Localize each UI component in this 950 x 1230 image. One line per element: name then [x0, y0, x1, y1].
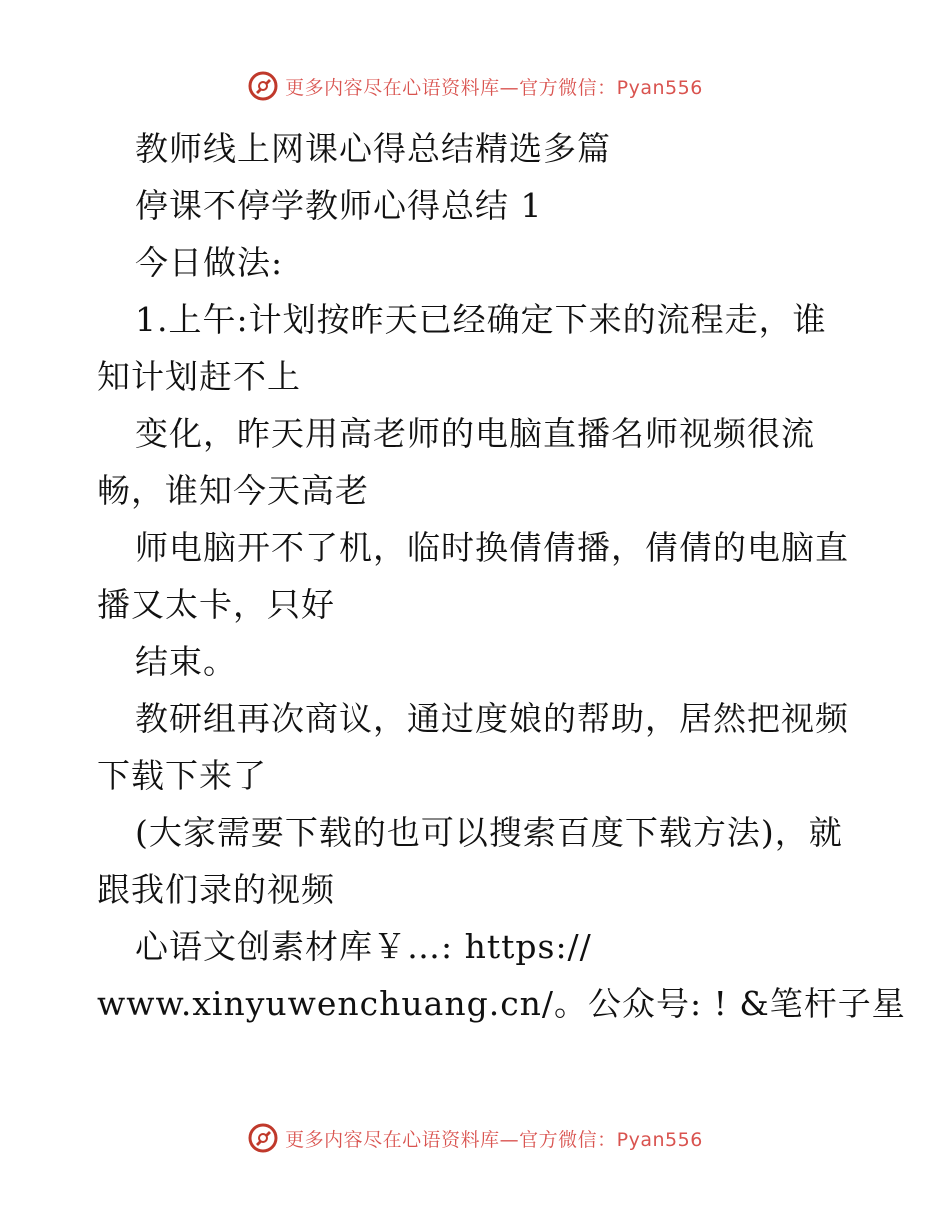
- section-heading: 停课不停学教师心得总结 1: [135, 186, 543, 225]
- document-title: 教师线上网课心得总结精选多篇: [135, 129, 611, 168]
- header-banner-text: 更多内容尽在心语资料库—官方微信：Pyan556: [285, 76, 703, 99]
- paragraph-line: 播又太卡，只好: [97, 585, 335, 624]
- paragraph-line: 心语文创素材库￥…: https://: [135, 927, 592, 966]
- quill-logo-icon: [247, 1122, 279, 1154]
- paragraph-line: 下载下来了: [97, 756, 267, 795]
- header-banner: [0, 70, 950, 102]
- paragraph-line: 教研组再次商议，通过度娘的帮助，居然把视频: [135, 699, 849, 738]
- paragraph-line: 今日做法:: [135, 243, 284, 282]
- document-body: [97, 120, 906, 1032]
- paragraph-line: 跟我们录的视频: [97, 870, 335, 909]
- paragraph-line: 结束。: [135, 642, 237, 681]
- paragraph-line: 师电脑开不了机，临时换倩倩播，倩倩的电脑直: [135, 528, 849, 567]
- paragraph-line: www.xinyuwenchuang.cn/。公众号: ! &笔杆子星: [97, 984, 906, 1023]
- paragraph-line: 畅，谁知今天高老: [97, 471, 369, 510]
- footer-banner-text: 更多内容尽在心语资料库—官方微信：Pyan556: [285, 1128, 703, 1151]
- paragraph-line: 变化，昨天用高老师的电脑直播名师视频很流: [135, 414, 815, 453]
- paragraph-line: 知计划赶不上: [97, 357, 301, 396]
- footer-banner: [0, 1122, 950, 1154]
- paragraph-line: (大家需要下载的也可以搜索百度下载方法)，就: [135, 813, 843, 852]
- paragraph-line: 1.上午:计划按昨天已经确定下来的流程走，谁: [135, 300, 827, 339]
- quill-logo-icon: [247, 70, 279, 102]
